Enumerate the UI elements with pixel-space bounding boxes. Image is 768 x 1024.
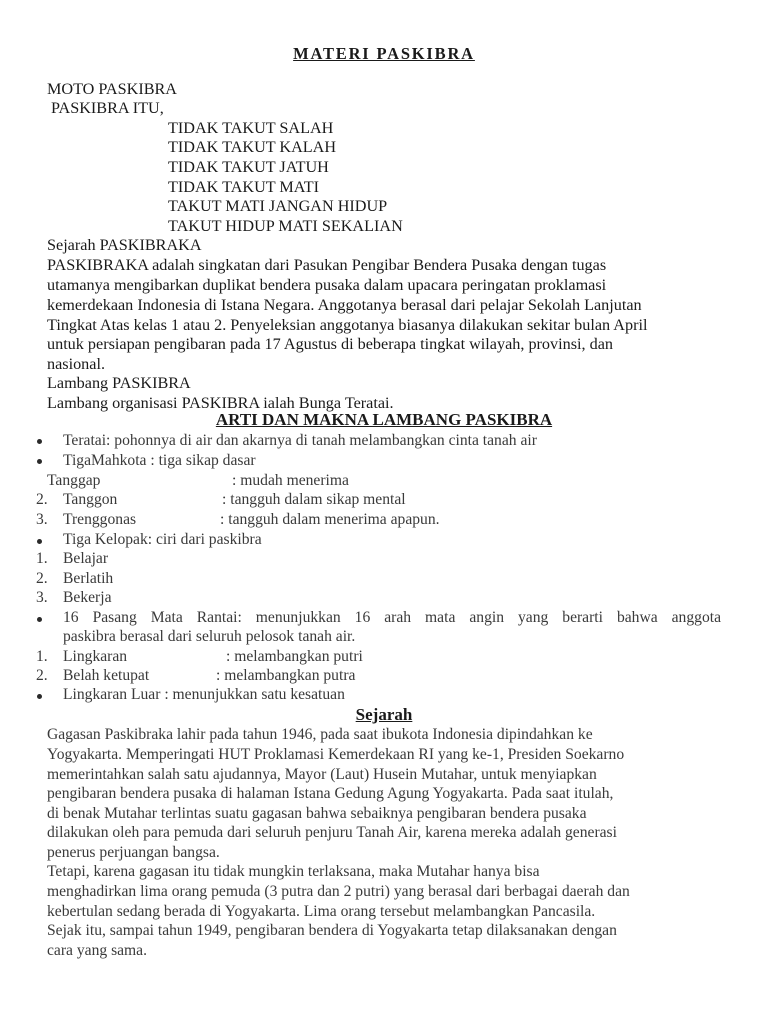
sejarah-heading: Sejarah <box>355 705 413 724</box>
sejarah-line: dilakukan oleh para pemuda dari seluruh penjuru Tanah Air, karena mereka adalah generasi <box>47 824 617 841</box>
arti-heading: ARTI DAN MAKNA LAMBANG PASKIBRA <box>215 410 553 429</box>
list-number: 2. <box>36 491 48 508</box>
sejarah-line: kebertulan sedang berada di Yogyakarta. Lima orang tersebut melambangkan Pancasila. <box>47 903 596 920</box>
moto-line: TAKUT HIDUP MATI SEKALIAN <box>168 217 403 235</box>
sejarah-line: Yogyakarta. Memperingati HUT Proklamasi Kemerdekaan RI yang ke-1, Presiden Soekarno <box>47 746 625 763</box>
list-number: 3. <box>36 589 48 606</box>
moto-line: TAKUT MATI JANGAN HIDUP <box>168 197 388 215</box>
mahkota-desc: : mudah menerima <box>232 472 349 489</box>
list-number: 1. <box>36 648 48 665</box>
moto-line: TIDAK TAKUT JATUH <box>168 158 329 176</box>
sejarah-line: penerus perjuangan bangsa. <box>47 844 220 861</box>
moto-line: TIDAK TAKUT KALAH <box>168 138 337 156</box>
bullet-icon <box>37 694 42 699</box>
paragraph-line: PASKIBRAKA adalah singkatan dari Pasukan Pengibar Bendera Pusaka dengan tugas <box>47 256 607 274</box>
list-number: 2. <box>36 667 48 684</box>
document-title: MATERI PASKIBRA <box>293 44 475 63</box>
rantai-desc: : melambangkan putra <box>216 667 356 684</box>
bullet-icon <box>37 617 42 622</box>
list-item-teratai: Teratai: pohonnya di air dan akarnya di tanah melambangkan cinta tanah air <box>63 432 537 449</box>
bullet-icon <box>37 459 42 464</box>
mahkota-label: Trenggonas <box>63 511 137 528</box>
sejarah-line: cara yang sama. <box>47 942 148 959</box>
moto-line: TIDAK TAKUT MATI <box>168 178 319 196</box>
moto-heading: MOTO PASKIBRA <box>47 80 177 98</box>
sejarah-line: memerintahkan salah satu ajudannya, Mayor (Laut) Husein Mutahar, untuk menyiapkan <box>47 766 597 783</box>
paragraph-line: untuk persiapan pengibaran pada 17 Agustus di beberapa tingkat wilayah, provinsi, dan <box>47 335 613 353</box>
paragraph-line: Tingkat Atas kelas 1 atau 2. Penyeleksian anggotanya biasanya dilakukan sekitar bulan April <box>47 316 648 334</box>
bullet-icon <box>37 439 42 444</box>
list-item-rantai-cont: paskibra berasal dari seluruh pelosok tanah air. <box>63 628 356 645</box>
kelopak-item: Berlatih <box>63 570 114 587</box>
list-item-rantai: 16 Pasang Mata Rantai: menunjukkan 16 arah mata angin yang berarti bahwa anggota <box>63 609 721 626</box>
mahkota-label: Tanggon <box>63 491 118 508</box>
moto-line: TIDAK TAKUT SALAH <box>168 119 334 137</box>
kelopak-item: Bekerja <box>63 589 112 606</box>
lambang-heading: Lambang PASKIBRA <box>47 374 191 392</box>
sejarah-line: menghadirkan lima orang pemuda (3 putra dan 2 putri) yang berasal dari berbagai daerah dan <box>47 883 630 900</box>
rantai-label: Lingkaran <box>63 648 128 665</box>
sejarah-line: di benak Mutahar terlintas suatu gagasan bahwa sebaiknya pengibaran bendera pusaka <box>47 805 587 822</box>
mahkota-label: Tanggap <box>47 472 101 489</box>
mahkota-desc: : tangguh dalam sikap mental <box>222 491 406 508</box>
list-item-tigamahkota: TigaMahkota : tiga sikap dasar <box>63 452 256 469</box>
sejarah-line: pengibaran bendera pusaka di halaman Istana Gedung Agung Yogyakarta. Pada saat itulah, <box>47 785 614 802</box>
lambang-text: Lambang organisasi PASKIBRA ialah Bunga Teratai. <box>47 394 394 412</box>
moto-intro: PASKIBRA ITU, <box>51 99 164 117</box>
list-number: 2. <box>36 570 48 587</box>
kelopak-item: Belajar <box>63 550 109 567</box>
list-item-kelopak: Tiga Kelopak: ciri dari paskibra <box>63 531 262 548</box>
mahkota-desc: : tangguh dalam menerima apapun. <box>220 511 440 528</box>
sejarah-intro-heading: Sejarah PASKIBRAKA <box>47 236 202 254</box>
sejarah-line: Tetapi, karena gagasan itu tidak mungkin terlaksana, maka Mutahar hanya bisa <box>47 863 540 880</box>
paragraph-line: nasional. <box>47 355 105 373</box>
paragraph-line: utamanya mengibarkan duplikat bendera pusaka dalam upacara peringatan proklamasi <box>47 276 607 294</box>
rantai-label: Belah ketupat <box>63 667 150 684</box>
sejarah-line: Sejak itu, sampai tahun 1949, pengibaran bendera di Yogyakarta tetap dilaksanakan dengan <box>47 922 617 939</box>
paragraph-line: kemerdekaan Indonesia di Istana Negara. Anggotanya berasal dari pelajar Sekolah Lanjutan <box>47 296 642 314</box>
sejarah-line: Gagasan Paskibraka lahir pada tahun 1946, pada saat ibukota Indonesia dipindahkan ke <box>47 726 593 743</box>
list-number: 3. <box>36 511 48 528</box>
list-number: 1. <box>36 550 48 567</box>
list-item-lingkaran-luar: Lingkaran Luar : menunjukkan satu kesatuan <box>63 686 345 703</box>
rantai-desc: : melambangkan putri <box>226 648 363 665</box>
bullet-icon <box>37 539 42 544</box>
